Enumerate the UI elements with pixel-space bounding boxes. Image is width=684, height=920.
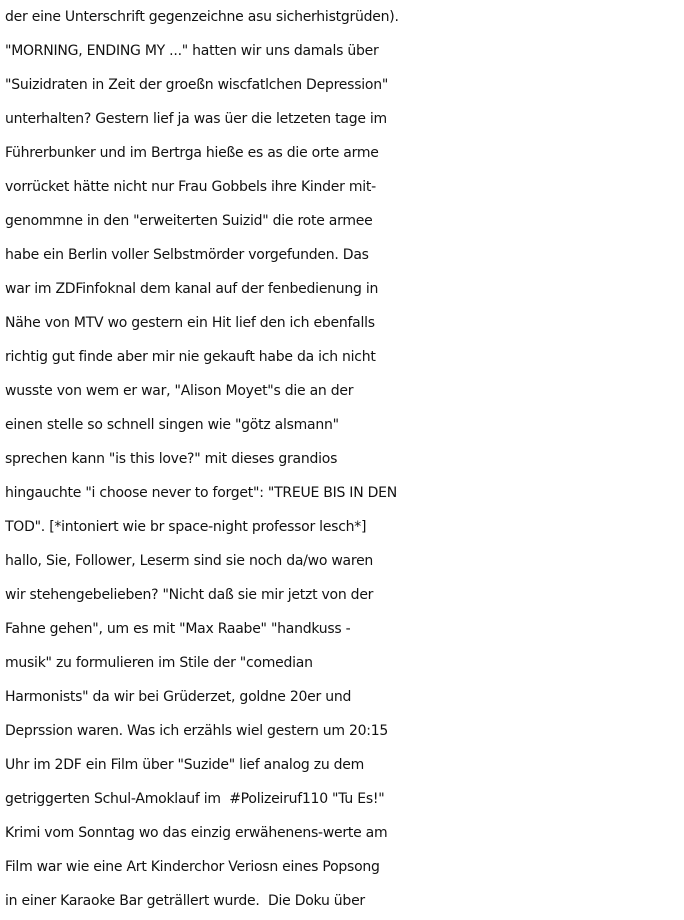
text-line: Film war wie eine Art Kinderchor Veriosn eines Popsong xyxy=(5,859,380,875)
text-line: Harmonists" da wir bei Grüderzet, goldne 20er und xyxy=(5,689,352,705)
text-line: einen stelle so schnell singen wie "götz alsmann" xyxy=(5,417,339,433)
text-line: habe ein Berlin voller Selbstmörder vorgefunden. Das xyxy=(5,247,369,263)
text-line: unterhalten? Gestern lief ja was üer die letzeten tage im xyxy=(5,111,387,127)
text-line: richtig gut finde aber mir nie gekauft habe da ich nicht xyxy=(5,349,376,365)
text-line: wir stehengebelieben? "Nicht daß sie mir jetzt von der xyxy=(5,587,374,603)
text-line: "Suizidraten in Zeit der groeßn wiscfatlchen Depression" xyxy=(5,77,389,93)
text-line: TOD". [*intoniert wie br space-night professor lesch*] xyxy=(5,519,367,535)
text-line: Nähe von MTV wo gestern ein Hit lief den ich ebenfalls xyxy=(5,315,375,331)
text-line: hallo, Sie, Follower, Leserm sind sie noch da/wo waren xyxy=(5,553,374,569)
text-line: der eine Unterschrift gegenzeichne asu sicherhistgrüden). xyxy=(5,9,399,25)
text-line: in einer Karaoke Bar geträllert wurde. Die Doku über xyxy=(5,893,365,909)
text-line: "MORNING, ENDING MY ..." hatten wir uns damals über xyxy=(5,43,379,59)
text-line: Fahne gehen", um es mit "Max Raabe" "handkuss - xyxy=(5,621,351,637)
text-line: genommne in den "erweiterten Suizid" die rote armee xyxy=(5,213,373,229)
text-line: wusste von wem er war, "Alison Moyet"s die an der xyxy=(5,383,354,399)
text-line: Deprssion waren. Was ich erzähls wiel gestern um 20:15 xyxy=(5,723,389,739)
text-line: Führerbunker und im Bertrga hieße es as die orte arme xyxy=(5,145,379,161)
text-line: vorrücket hätte nicht nur Frau Gobbels ihre Kinder mit- xyxy=(5,179,376,195)
text-line: Uhr im 2DF ein Film über "Suzide" lief analog zu dem xyxy=(5,757,365,773)
text-line: hingauchte "i choose never to forget": "TREUE BIS IN DEN xyxy=(5,485,397,501)
text-line: Krimi vom Sonntag wo das einzig erwähenens-werte am xyxy=(5,825,388,841)
document-text xyxy=(5,0,684,918)
text-line: getriggerten Schul-Amoklauf im #Polizeiruf110 "Tu Es!" xyxy=(5,791,385,807)
text-line: sprechen kann "is this love?" mit dieses grandios xyxy=(5,451,338,467)
text-line: musik" zu formulieren im Stile der "comedian xyxy=(5,655,313,671)
text-line: war im ZDFinfoknal dem kanal auf der fenbedienung in xyxy=(5,281,379,297)
